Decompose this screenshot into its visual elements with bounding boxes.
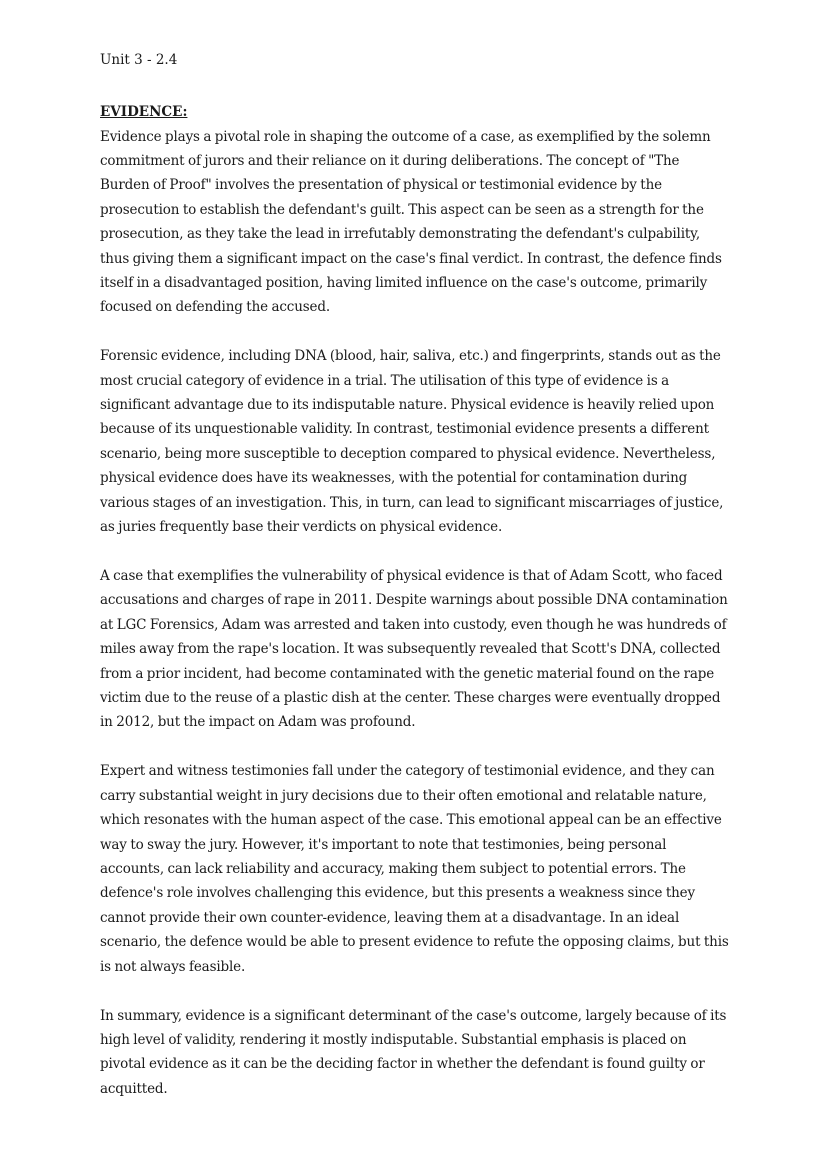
document-page bbox=[100, 50, 732, 1101]
unit-label: Unit 3 - 2.4 bbox=[100, 52, 178, 68]
paragraph-forensic-evidence: Forensic evidence, including DNA (blood, hair, saliva, etc.) and fingerprints, stands out as the most crucial category of evidence in a trial. The utilisation of this type of evidence is a significant advantage due to its indisputable nature. Physical evidence is heavily relied upon because of its unquestionable validity. In contrast, testimonial evidence presents a different scenario, being more susceptible to deception compared to physical evidence. Nevertheless, physical evidence does have its weaknesses, with the potential for contamination during various stages of an investigation. This, in turn, can lead to significant miscarriages of justice, as juries frequently base their verdicts on physical evidence. bbox=[100, 348, 724, 536]
section-heading: EVIDENCE: bbox=[100, 104, 188, 120]
paragraph-burden-of-proof: Evidence plays a pivotal role in shaping the outcome of a case, as exemplified by the solemn commitment of jurors and their reliance on it during deliberations. The concept of "The Burden of Proof" involves the presentation of physical or testimonial evidence by the prosecution to establish the defendant's guilt. This aspect can be seen as a strength for the prosecution, as they take the lead in irrefutably demonstrating the defendant's culpability, thus giving them a significant impact on the case's final verdict. In contrast, the defence finds itself in a disadvantaged position, having limited influence on the case's outcome, primarily focused on defending the accused. bbox=[100, 128, 722, 316]
paragraph-testimonial-evidence: Expert and witness testimonies fall under the category of testimonial evidence, and they can carry substantial weight in jury decisions due to their often emotional and relatable nature, which resonates with the human aspect of the case. This emotional appeal can be an effective way to sway the jury. However, it's important to note that testimonies, being personal accounts, can lack reliability and accuracy, making them subject to potential errors. The defence's role involves challenging this evidence, but this presents a weakness since they cannot provide their own counter-evidence, leaving them at a disadvantage. In an ideal scenario, the defence would be able to present evidence to refute the opposing claims, but this is not always feasible. bbox=[100, 763, 729, 975]
paragraph-summary: In summary, evidence is a significant determinant of the case's outcome, largely because of its high level of validity, rendering it mostly indisputable. Substantial emphasis is placed on pivotal evidence as it can be the deciding factor in whether the defendant is found guilty or acquitted. bbox=[100, 1007, 727, 1097]
paragraph-adam-scott-case: A case that exemplifies the vulnerability of physical evidence is that of Adam Scott, who faced accusations and charges of rape in 2011. Despite warnings about possible DNA contamination at LGC Forensics, Adam was arrested and taken into custody, even though he was hundreds of miles away from the rape's location. It was subsequently revealed that Scott's DNA, collected from a prior incident, had become contaminated with the genetic material found on the rape victim due to the reuse of a plastic dish at the center. These charges were eventually dropped in 2012, but the impact on Adam was profound. bbox=[100, 568, 728, 731]
